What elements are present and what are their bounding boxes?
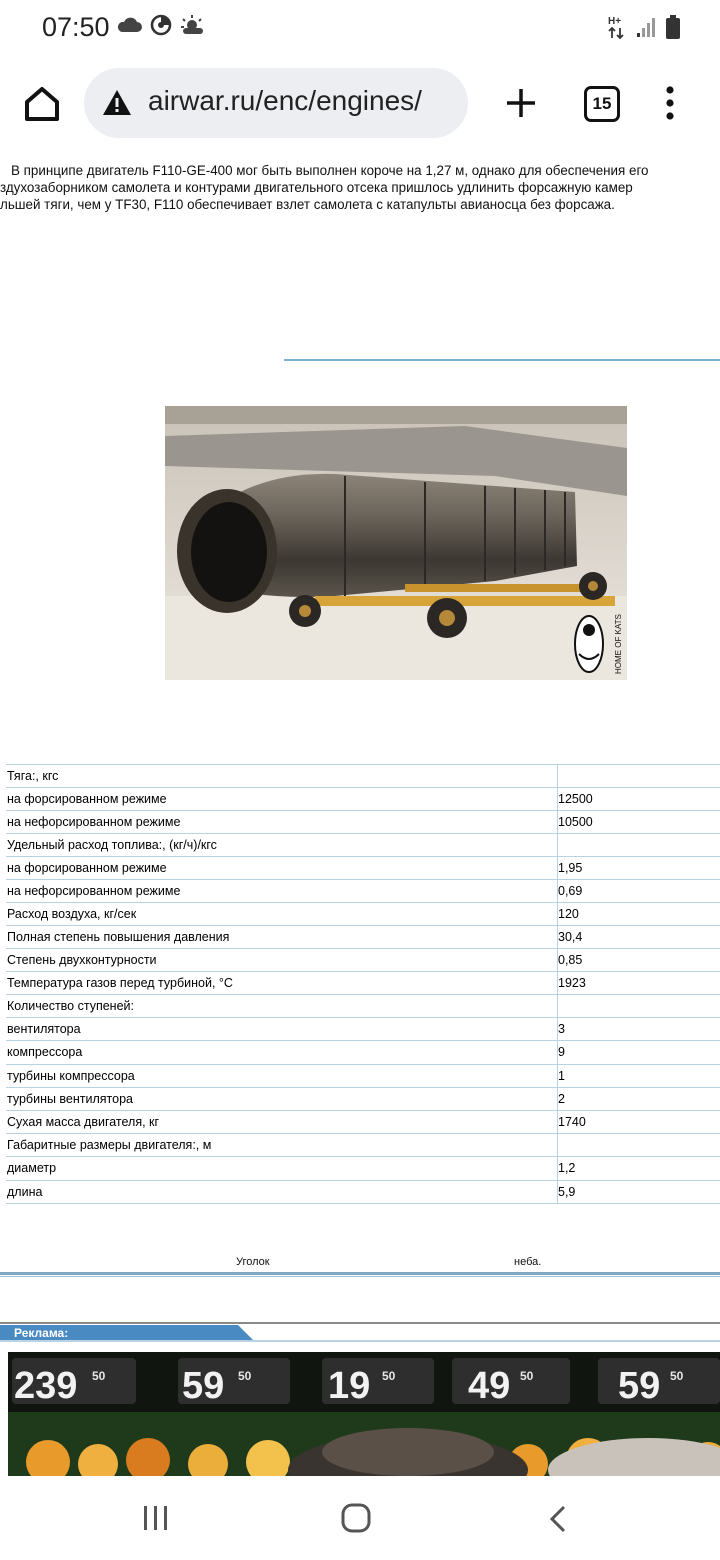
battery-icon	[666, 15, 680, 39]
spec-label: Сухая масса двигателя, кг	[6, 1111, 558, 1133]
table-row	[6, 811, 720, 834]
spec-label: Полная степень повышения давления	[6, 926, 558, 948]
url-bar[interactable]	[84, 68, 468, 138]
table-row	[6, 903, 720, 926]
table-row	[6, 1041, 720, 1064]
ad-top-border	[0, 1322, 720, 1324]
table-row	[6, 765, 720, 788]
ad-label: Реклама:	[14, 1326, 69, 1340]
table-row	[6, 1088, 720, 1111]
spec-value	[557, 1134, 720, 1156]
status-bar	[0, 0, 720, 56]
engine-illustration	[165, 406, 627, 680]
table-row	[6, 1065, 720, 1088]
spec-value: 1923	[558, 976, 586, 990]
spec-value: 0,69	[558, 884, 583, 898]
intro-paragraph	[0, 160, 720, 220]
footer-right-text[interactable]: неба.	[514, 1256, 542, 1268]
recent-apps-icon[interactable]	[142, 1504, 170, 1532]
weather-icon	[180, 14, 206, 36]
spec-label: Количество ступеней:	[6, 995, 558, 1017]
intro-line-2: здухозаборником самолета и контурами двигательного отсека пришлось удлинить форсажную камер	[0, 180, 633, 195]
spec-label: диаметр	[6, 1157, 558, 1179]
network-arrows-icon	[608, 14, 626, 40]
spec-value: 120	[558, 907, 579, 921]
table-row	[6, 880, 720, 903]
ad-price-cents-5: 50	[670, 1369, 684, 1383]
engine-photo	[165, 406, 627, 680]
spec-label: на нефорсированном режиме	[6, 811, 558, 833]
spec-value	[557, 995, 720, 1017]
spec-label: длина	[6, 1181, 558, 1203]
back-icon[interactable]	[548, 1504, 568, 1534]
specs-table	[6, 764, 720, 1204]
home-icon[interactable]	[22, 84, 62, 124]
spec-label: Габаритные размеры двигателя:, м	[6, 1134, 558, 1156]
spec-label: Расход воздуха, кг/сек	[6, 903, 558, 925]
spec-label: на форсированном режиме	[6, 857, 558, 879]
table-row	[6, 995, 720, 1018]
footer-divider	[0, 1272, 720, 1275]
spec-label: Тяга:, кгс	[6, 765, 558, 787]
url-text[interactable]: airwar.ru/enc/engines/	[148, 85, 422, 116]
spec-label: Удельный расход топлива:, (кг/ч)/кгс	[6, 834, 558, 856]
ad-price-4: 49	[468, 1365, 511, 1407]
spec-value	[557, 834, 720, 856]
table-row	[6, 834, 720, 857]
spec-label: на форсированном режиме	[6, 788, 558, 810]
section-divider	[284, 359, 720, 361]
spec-value: 1	[558, 1068, 565, 1083]
table-row	[6, 1157, 720, 1180]
table-row	[6, 857, 720, 880]
ad-price-cents-2: 50	[238, 1369, 252, 1383]
menu-icon[interactable]	[663, 85, 677, 121]
spec-value	[557, 765, 720, 787]
spec-label: турбины компрессора	[6, 1065, 558, 1087]
network-type-label: H+	[608, 16, 622, 27]
spec-value: 30,4	[558, 930, 583, 944]
spec-value: 5,9	[558, 1184, 576, 1199]
table-row	[6, 949, 720, 972]
home-nav-icon[interactable]	[341, 1503, 371, 1533]
ad-underline	[0, 1340, 720, 1342]
ad-banner[interactable]	[8, 1352, 720, 1476]
ad-price-cents-1: 50	[92, 1369, 106, 1383]
intro-line-3: льшей тяги, чем у TF30, F110 обеспечивает взлет самолета с катапульты авианосца без форсажа.	[0, 197, 615, 212]
system-nav-bar	[0, 1476, 720, 1560]
sync-icon	[150, 14, 172, 36]
ad-price-3: 19	[328, 1365, 371, 1407]
ad-price-2: 59	[182, 1365, 225, 1407]
footer-divider-thin	[0, 1276, 720, 1277]
table-row	[6, 972, 720, 995]
spec-value: 1,95	[558, 861, 583, 875]
spec-value: 0,85	[558, 953, 583, 967]
cloud-icon	[116, 16, 142, 34]
plus-icon[interactable]	[504, 86, 538, 120]
signal-icon	[636, 16, 656, 38]
spec-value: 1,2	[558, 1161, 576, 1176]
spec-value: 10500	[558, 815, 593, 829]
spec-label: вентилятора	[6, 1018, 558, 1040]
table-row	[6, 1111, 720, 1134]
ad-price-cents-4: 50	[520, 1369, 534, 1383]
spec-label: турбины вентилятора	[6, 1088, 558, 1110]
ad-price-1: 239	[14, 1365, 78, 1407]
footer-left-text[interactable]: Уголок	[236, 1256, 270, 1268]
table-row	[6, 788, 720, 811]
spec-value: 12500	[558, 792, 593, 806]
spec-label: Температура газов перед турбиной, °С	[6, 972, 558, 994]
spec-value: 3	[558, 1022, 565, 1037]
status-time: 07:50	[42, 12, 110, 42]
ad-illustration[interactable]	[8, 1352, 720, 1476]
warning-icon[interactable]	[102, 88, 132, 118]
table-row	[6, 1181, 720, 1204]
browser-toolbar	[0, 56, 720, 152]
ad-price-5: 59	[618, 1365, 661, 1407]
table-row	[6, 1134, 720, 1157]
photo-watermark: HOME OF KATS	[614, 614, 623, 674]
spec-label: Степень двухконтурности	[6, 949, 558, 971]
ad-price-cents-3: 50	[382, 1369, 396, 1383]
table-row	[6, 926, 720, 949]
spec-value: 2	[558, 1091, 565, 1106]
spec-label: на нефорсированном режиме	[6, 880, 558, 902]
spec-value: 1740	[558, 1114, 586, 1129]
spec-label: компрессора	[6, 1041, 558, 1063]
tabs-button[interactable]: 15	[584, 86, 620, 122]
intro-line-1: В принципе двигатель F110-GE-400 мог быть выполнен короче на 1,27 м, однако для обеспечения его	[11, 163, 649, 178]
spec-value: 9	[558, 1045, 565, 1060]
table-row	[6, 1018, 720, 1041]
